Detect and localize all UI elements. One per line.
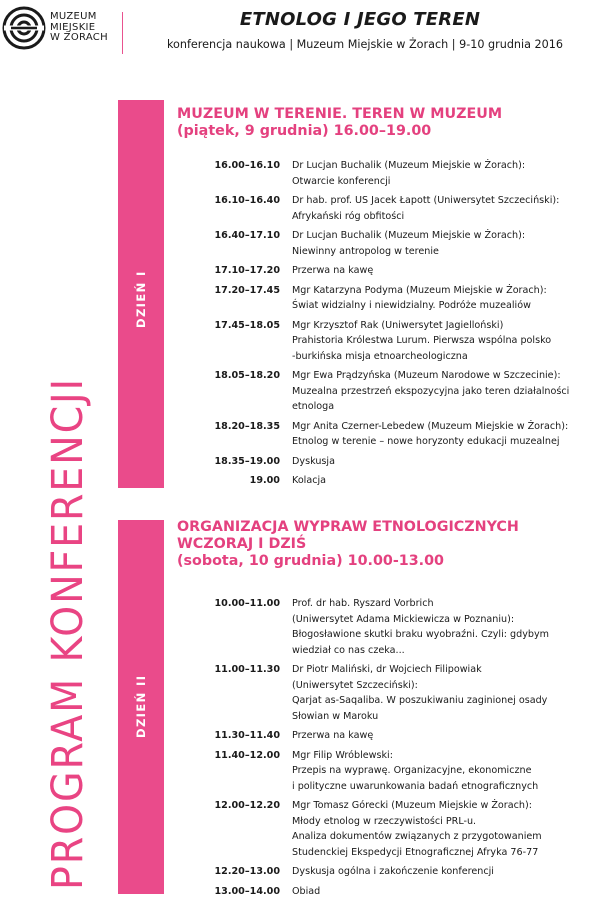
session-row bbox=[200, 473, 600, 489]
session-row bbox=[200, 454, 600, 470]
day-1-title-line: MUZEUM W TERENIE. TEREN W MUZEUM bbox=[177, 106, 597, 123]
page-subtitle: konferencja naukowa | Muzeum Miejskie w Żorach | 9-10 grudnia 2016 bbox=[130, 38, 600, 51]
session-time: 11.00–11.30 bbox=[200, 662, 292, 724]
session-time: 16.10–16.40 bbox=[200, 193, 292, 224]
day-2-label: DZIEŃ II bbox=[134, 675, 148, 738]
session-text: Mgr Filip Wróblewski: Przepis na wyprawę. Organizacyjne, ekonomiczne i polityczne uwarunkowania badań etnograficznych bbox=[292, 748, 600, 795]
session-row bbox=[200, 748, 600, 795]
session-row bbox=[200, 728, 600, 744]
day-1-bar bbox=[118, 100, 164, 488]
session-text: Dyskusja ogólna i zakończenie konferencji bbox=[292, 864, 600, 880]
header-divider bbox=[122, 12, 123, 54]
museum-name-line: MUZEUM bbox=[50, 12, 108, 23]
session-row bbox=[200, 263, 600, 279]
session-time: 17.20–17.45 bbox=[200, 283, 292, 314]
session-time: 11.40–12.00 bbox=[200, 748, 292, 795]
session-row bbox=[200, 318, 600, 365]
session-time: 17.10–17.20 bbox=[200, 263, 292, 279]
day-1-title bbox=[177, 106, 597, 140]
session-row bbox=[200, 228, 600, 259]
session-row bbox=[200, 798, 600, 860]
day-2-title bbox=[177, 519, 597, 570]
session-text: Mgr Ewa Prądzyńska (Muzeum Narodowe w Szczecinie): Muzealna przestrzeń ekspozycyjna jako teren działalności etnologa bbox=[292, 368, 600, 415]
page-title: ETNOLOG I JEGO TEREN bbox=[130, 9, 590, 30]
museum-logo-icon bbox=[2, 6, 46, 50]
session-text: Dr Lucjan Buchalik (Muzeum Miejskie w Żorach): Niewinny antropolog w terenie bbox=[292, 228, 600, 259]
day-1-label: DZIEŃ I bbox=[134, 270, 148, 328]
session-text: Dyskusja bbox=[292, 454, 600, 470]
session-row bbox=[200, 283, 600, 314]
session-text: Obiad bbox=[292, 884, 600, 899]
session-text: Dr hab. prof. US Jacek Łapott (Uniwersytet Szczeciński): Afrykański róg obfitości bbox=[292, 193, 600, 224]
session-text: Przerwa na kawę bbox=[292, 263, 600, 279]
day-2-bar bbox=[118, 520, 164, 894]
session-row bbox=[200, 596, 600, 658]
session-time: 12.00–12.20 bbox=[200, 798, 292, 860]
session-time: 11.30–11.40 bbox=[200, 728, 292, 744]
museum-name bbox=[50, 12, 108, 44]
session-time: 10.00–11.00 bbox=[200, 596, 292, 658]
session-text: Mgr Krzysztof Rak (Uniwersytet Jagielloński) Prahistoria Królestwa Lurum. Pierwsza wspólna polsko -burkińska misja etnoarcheologiczna bbox=[292, 318, 600, 365]
day-1-title-line: (piątek, 9 grudnia) 16.00–19.00 bbox=[177, 123, 597, 140]
session-row bbox=[200, 368, 600, 415]
day-2-title-line: WCZORAJ I DZIŚ bbox=[177, 536, 597, 553]
session-text: Kolacja bbox=[292, 473, 600, 489]
session-text: Przerwa na kawę bbox=[292, 728, 600, 744]
session-time: 18.35–19.00 bbox=[200, 454, 292, 470]
session-text: Mgr Anita Czerner-Lebedew (Muzeum Miejskie w Żorach): Etnolog w terenie – nowe horyzonty edukacji muzealnej bbox=[292, 419, 600, 450]
session-time: 18.20–18.35 bbox=[200, 419, 292, 450]
session-row bbox=[200, 158, 600, 189]
session-row bbox=[200, 662, 600, 724]
museum-name-line: W ŻORACH bbox=[50, 33, 108, 44]
session-row bbox=[200, 864, 600, 880]
session-time: 16.40–17.10 bbox=[200, 228, 292, 259]
program-title bbox=[40, 420, 96, 890]
session-text: Dr Lucjan Buchalik (Muzeum Miejskie w Żorach): Otwarcie konferencji bbox=[292, 158, 600, 189]
session-time: 17.45–18.05 bbox=[200, 318, 292, 365]
day-2-title-line: (sobota, 10 grudnia) 10.00-13.00 bbox=[177, 553, 597, 570]
day-2-sessions bbox=[200, 596, 600, 899]
session-text: Dr Piotr Maliński, dr Wojciech Filipowiak (Uniwersytet Szczeciński): Qarjat as-Saqaliba. W poszukiwaniu zaginionej osady Słowian w Maroku bbox=[292, 662, 600, 724]
session-row bbox=[200, 193, 600, 224]
session-row bbox=[200, 884, 600, 899]
session-text: Mgr Katarzyna Podyma (Muzeum Miejskie w Żorach): Świat widzialny i niewidzialny. Podróże muzealiów bbox=[292, 283, 600, 314]
session-time: 16.00–16.10 bbox=[200, 158, 292, 189]
session-text: Prof. dr hab. Ryszard Vorbrich (Uniwersytet Adama Mickiewicza w Poznaniu): Błogosławione skutki braku wyobraźni. Czyli: gdybym wiedział co nas czeka... bbox=[292, 596, 600, 658]
session-text: Mgr Tomasz Górecki (Muzeum Miejskie w Żorach): Młody etnolog w rzeczywistości PRL-u. Analiza dokumentów związanych z przygotowaniem Studenckiej Ekspedycji Etnograficznej Afryka 76-77 bbox=[292, 798, 600, 860]
program-title-text: PROGRAM KONFERENCJI bbox=[40, 377, 96, 890]
museum-name-line: MIEJSKIE bbox=[50, 23, 108, 34]
session-time: 18.05–18.20 bbox=[200, 368, 292, 415]
session-time: 19.00 bbox=[200, 473, 292, 489]
day-2-title-line: ORGANIZACJA WYPRAW ETNOLOGICZNYCH bbox=[177, 519, 597, 536]
session-row bbox=[200, 419, 600, 450]
session-time: 13.00–14.00 bbox=[200, 884, 292, 899]
day-1-sessions bbox=[200, 158, 600, 489]
session-time: 12.20–13.00 bbox=[200, 864, 292, 880]
